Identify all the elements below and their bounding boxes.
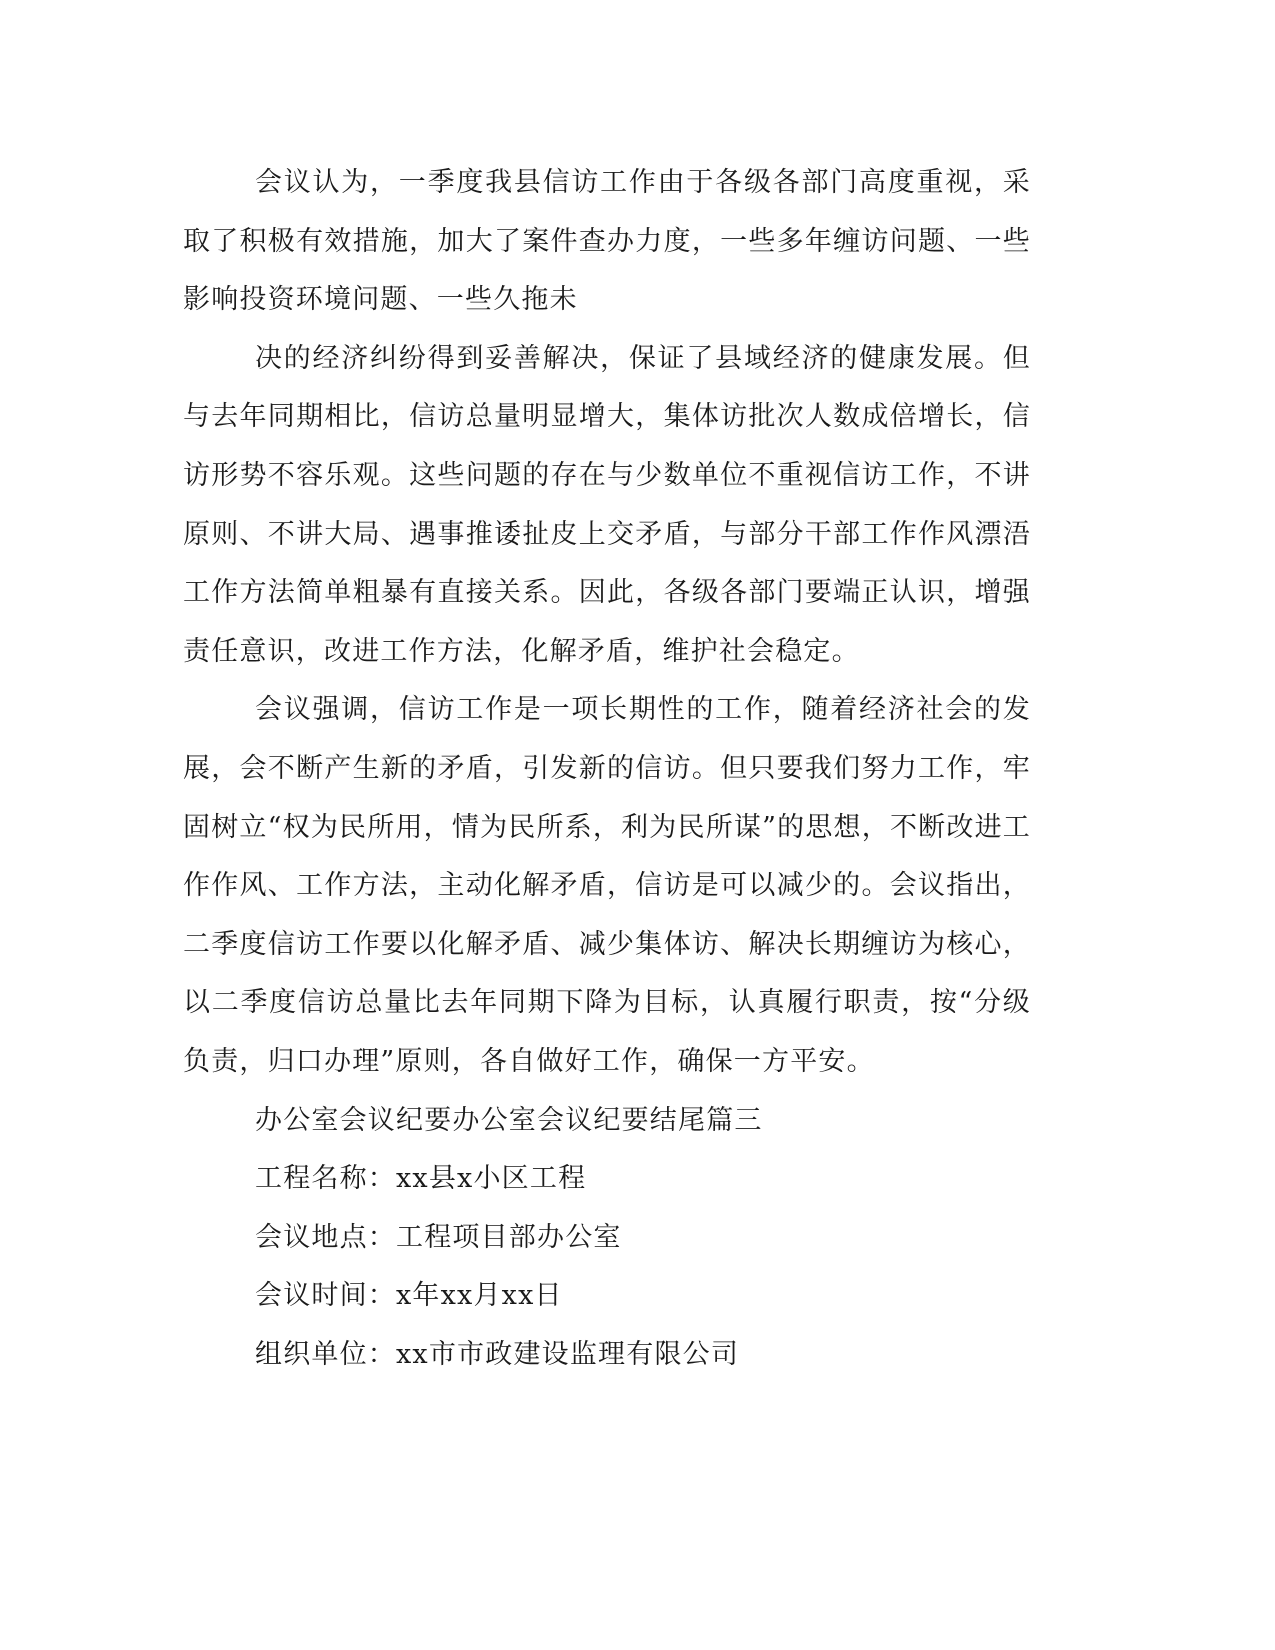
paragraph-emphasis: 会议强调，信访工作是一项长期性的工作，随着经济社会的发展，会不断产生新的矛盾，引发新的信访。但只要我们努力工作，牢固树立“权为民所用，情为民所系，利为民所谋”的思想，不断改进工作作风、工作方法，主动化解矛盾，信访是可以减少的。会议指出，二季度信访工作要以化解矛盾、减少集体访、解决长期缠访为核心，以二季度信访总量比去年同期下降为目标，认真履行职责，按“分级负责，归口办理”原则，各自做好工作，确保一方平安。 — [183, 694, 1031, 1077]
paragraph-situation: 决的经济纠纷得到妥善解决，保证了县域经济的健康发展。但与去年同期相比，信访总量明显增大，集体访批次人数成倍增长，信访形势不容乐观。这些问题的存在与少数单位不重视信访工作，不讲原则、不讲大局、遇事推诿扯皮上交矛盾，与部分干部工作作风漂浯工作方法简单粗暴有直接关系。因此，各级各部门要端正认识，增强责任意识，改进工作方法，化解矛盾，维护社会稳定。 — [183, 342, 1031, 667]
organizer: 组织单位：xx市市政建设监理有限公司 — [255, 1338, 740, 1370]
meeting-time: 会议时间：x年xx月xx日 — [255, 1280, 563, 1312]
document-body — [183, 154, 1031, 1384]
project-name: 工程名称：xx县x小区工程 — [255, 1163, 587, 1195]
paragraph-conclusion: 会议认为，一季度我县信访工作由于各级各部门高度重视，采取了积极有效措施，加大了案件查办力度，一些多年缠访问题、一些影响投资环境问题、一些久拖未 — [183, 167, 1031, 316]
section-title: 办公室会议纪要办公室会议纪要结尾篇三 — [255, 1104, 763, 1136]
meeting-location: 会议地点：工程项目部办公室 — [255, 1221, 622, 1253]
